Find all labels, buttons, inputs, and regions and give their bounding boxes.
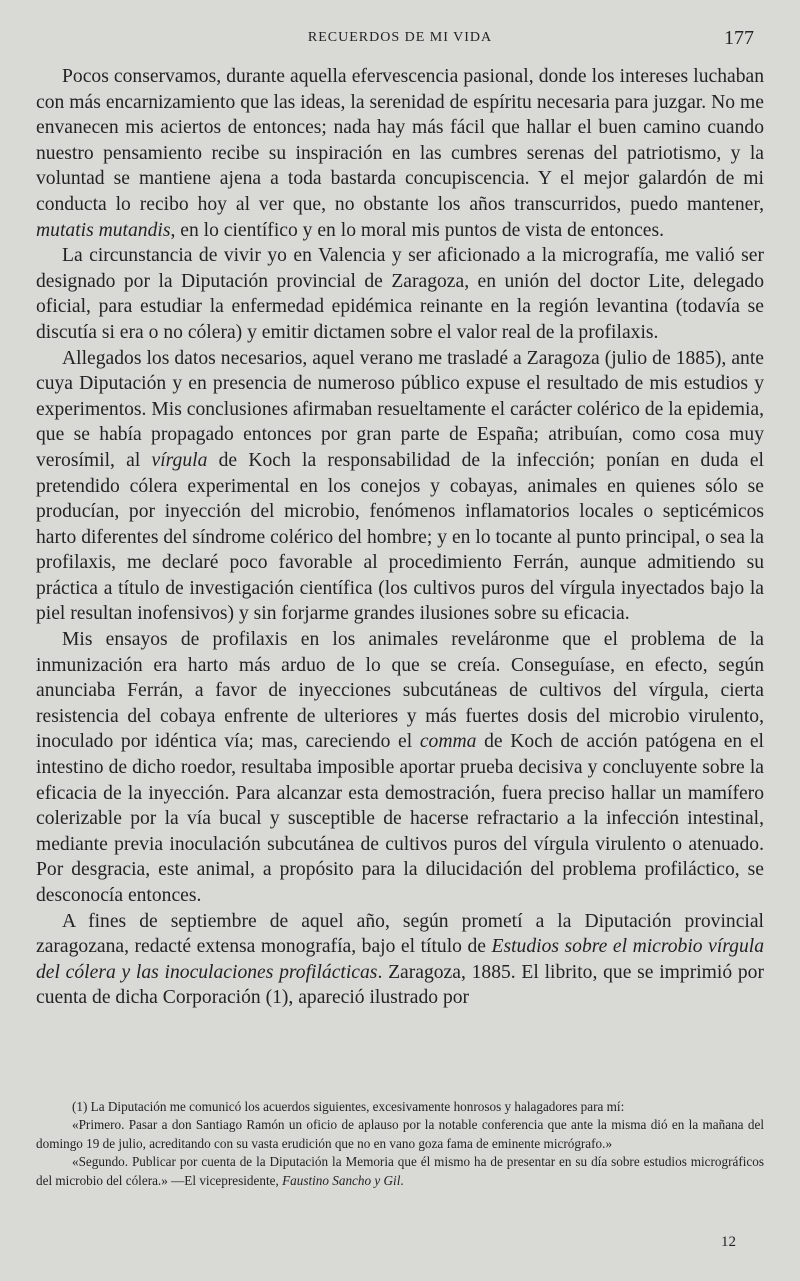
text-run: Pocos conservamos, durante aquella efervescencia pasional, donde los intereses luchaban con más encarnizamiento que las ideas, la serenidad de espíritu necesaria para juzgar. No me envanecen mis aciertos de entonces; nada hay más fácil que hallar el buen camino cuando nuestro pensamiento recibe su inspiración en las cumbres serenas del patriotismo, y la voluntad se mantiene ajena a toda bastarda concupiscencia. Y el mejor galardón de mi conducta lo recibo hoy al ver que, no obstante los años transcurridos, puedo mantener, bbox=[36, 66, 764, 215]
footnote-paragraph bbox=[36, 1116, 764, 1153]
running-title: RECUERDOS DE MI VIDA bbox=[307, 30, 493, 45]
body-paragraph bbox=[36, 627, 764, 909]
body-paragraph bbox=[36, 346, 764, 628]
text-run: «Primero. Pasar a don Santiago Ramón un oficio de aplauso por la notable conferencia que ante la misma dió en la mañana del domingo 19 de julio, acreditando con su vasta erudición que no en vano goza fama de eminente micrógrafo.» bbox=[36, 1117, 764, 1151]
italic-text: Faustino Sancho y Gil bbox=[282, 1172, 401, 1188]
body-paragraph bbox=[36, 243, 764, 345]
text-run: Mis ensayos de profilaxis en los animales reveláronme que el problema de la inmunización era harto más arduo de lo que se creía. Conseguíase, en efecto, según anunciaba Ferrán, a favor de inyecciones subcutáneas de cultivos del vírgula, cierta resistencia del cobaya enfrente de ulteriores y más fuertes dosis del microbio virulento, inoculado por idéntica vía; mas, careciendo el bbox=[36, 629, 764, 753]
text-run: de Koch de acción patógena en el intestino de dicho roedor, resultaba imposible aportar prueba decisiva y concluyente sobre la eficacia de la inyección. Para alcanzar esta demostración, fuera preciso hallar un mamífero colerizable por la vía bucal y susceptible de hacerse refractario a la infección intestinal, mediante previa inoculación subcutánea de cultivos puros del vírgula virulento o atenuado. Por desgracia, este animal, a propósito para la dilucidación del problema profiláctico, se desconocía entonces. bbox=[36, 731, 764, 906]
page-header bbox=[0, 27, 800, 54]
text-run: (1) La Diputación me comunicó los acuerdos siguientes, excesivamente honrosos y halagadores para mí: bbox=[72, 1099, 625, 1114]
text-run: «Segundo. Publicar por cuenta de la Diputación la Memoria que él mismo ha de presentar en su día sobre estudios micrográficos del microbio del cólera.» —El vicepresidente, bbox=[36, 1154, 764, 1188]
text-run: . Zaragoza, 1885. El librito, que se imprimió por cuenta de dicha Corporación (1), apareció ilustrado por bbox=[36, 961, 765, 1009]
footnotes bbox=[36, 1098, 764, 1190]
body-text bbox=[36, 64, 764, 1011]
body-paragraph bbox=[36, 64, 764, 243]
signature-mark: 12 bbox=[721, 1234, 736, 1250]
text-run: , en lo científico y en lo moral mis puntos de vista de entonces. bbox=[170, 219, 664, 241]
text-run: A fines de septiembre de aquel año, según prometí a la Diputación provincial zaragozana, redacté extensa monografía, bajo el título de bbox=[36, 910, 764, 958]
text-run: La circunstancia de vivir yo en Valencia y ser aficionado a la micrografía, me valió ser designado por la Diputación provincial de Zaragoza, en unión del doctor Lite, delegado oficial, para estudiar la enfermedad epidémica reinante en la región levantina (todavía se discutía si era o no cólera) y emitir dictamen sobre el valor real de la profilaxis. bbox=[36, 245, 764, 343]
italic-text: vírgula bbox=[151, 449, 208, 471]
text-run: . bbox=[400, 1172, 404, 1188]
italic-text: Estudios sobre el microbio vírgula del cólera y las inoculaciones profilácticas bbox=[36, 936, 764, 983]
footnote-paragraph bbox=[36, 1153, 764, 1190]
text-run: de Koch la responsabilidad de la infección; ponían en duda el pretendido cólera experimental en los conejos y cobayas, animales en quienes sólo se producían, por inyección del microbio, fenómenos inflamatorios locales o septicémicos harto diferentes del síndrome colérico del hombre; y en lo tocante al punto principal, o sea la profilaxis, me declaré poco favorable al procedimiento Ferrán, aunque admitiendo su práctica a título de investigación científica (los cultivos puros del vírgula inyectados bajo la piel resultan inofensivos) y sin forjarme grandes ilusiones sobre su eficacia. bbox=[36, 449, 764, 625]
text-run: Allegados los datos necesarios, aquel verano me trasladé a Zaragoza (julio de 1885), ante cuya Diputación y en presencia de numeroso público expuse el resultado de mis estudios y experimentos. Mis conclusiones afirmaban resueltamente el carácter colérico de la epidemia, que se había propagado entonces por gran parte de España; atribuían, como cosa muy verosímil, al bbox=[36, 347, 764, 471]
body-paragraph bbox=[36, 909, 764, 1011]
footnote-paragraph bbox=[36, 1098, 764, 1116]
italic-text: mutatis mutandis bbox=[36, 219, 171, 241]
page-number: 177 bbox=[724, 27, 754, 49]
italic-text: comma bbox=[419, 731, 477, 753]
